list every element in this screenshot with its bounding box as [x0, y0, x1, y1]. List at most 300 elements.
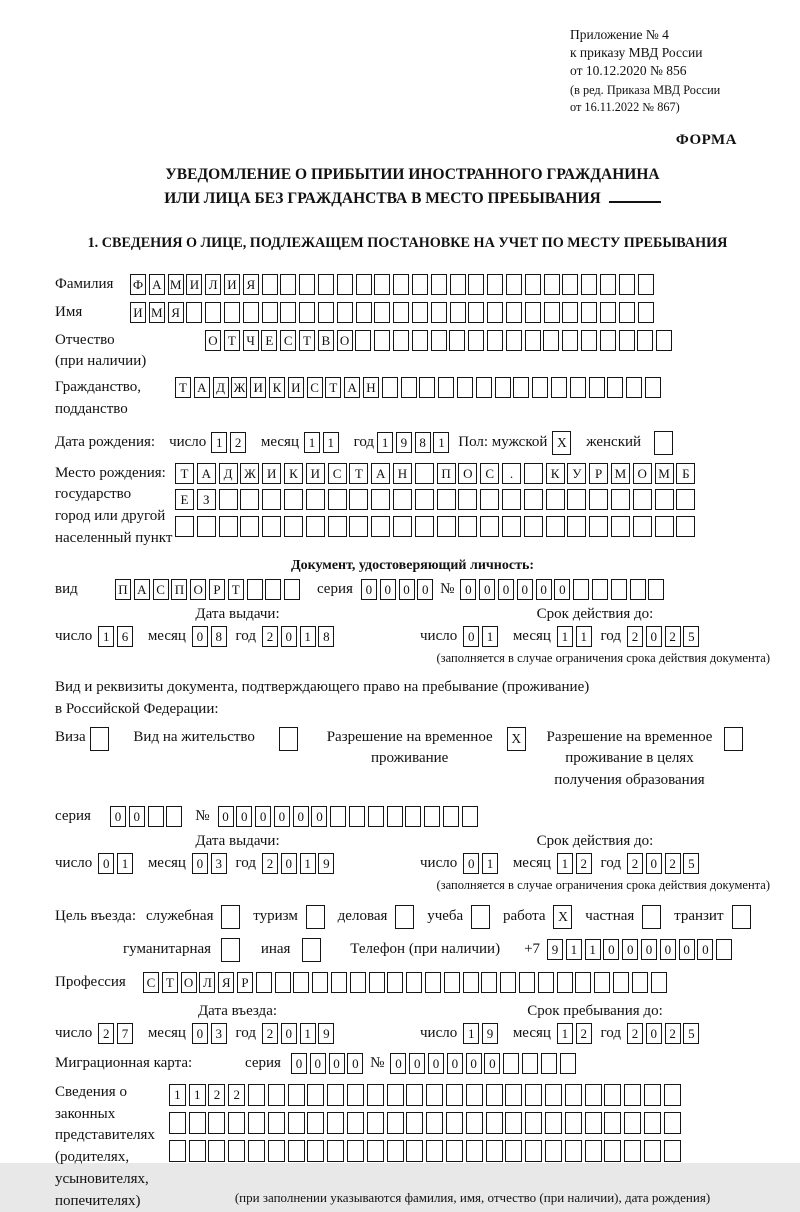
- char-cell: [468, 302, 484, 323]
- residence-permit-option: [133, 727, 300, 751]
- purpose-option-official: [146, 905, 243, 929]
- char-cell: 1: [557, 626, 573, 647]
- char-cell: Я: [243, 274, 259, 295]
- char-cell: [592, 579, 608, 600]
- char-cell: Ж: [240, 463, 259, 484]
- char-cell: И: [262, 463, 281, 484]
- char-cell: [262, 274, 278, 295]
- char-cell: [424, 806, 440, 827]
- char-cell: 2: [228, 1084, 245, 1106]
- char-cell: [288, 1140, 305, 1162]
- citizenship-cells: [175, 377, 664, 398]
- char-cell: [248, 1084, 265, 1106]
- char-cell: 6: [117, 626, 133, 647]
- char-cell: [604, 1140, 621, 1162]
- phone-prefix: +7: [524, 941, 541, 958]
- profession-label: Профессия: [55, 973, 126, 990]
- char-cell: [299, 302, 315, 323]
- char-cell: Н: [363, 377, 379, 398]
- char-cell: Ч: [243, 330, 259, 351]
- char-cell: [648, 579, 664, 600]
- visa-label: Виза: [55, 728, 86, 745]
- char-cell: 0: [417, 579, 433, 600]
- issue-day-cells: [98, 626, 136, 647]
- visit-purpose-label: Цель въезда:: [55, 908, 136, 925]
- char-cell: [463, 972, 479, 993]
- legal-reps-label-line2: законных: [55, 1105, 116, 1122]
- char-cell: [589, 516, 608, 537]
- purpose-transit-label: транзит: [674, 908, 724, 925]
- purpose-option-humanitarian: [123, 938, 243, 962]
- char-cell: Т: [228, 579, 244, 600]
- char-cell: 1: [117, 853, 133, 874]
- gender-male-label: Пол: мужской: [458, 434, 548, 451]
- char-cell: [505, 1112, 522, 1134]
- char-cell: X: [553, 905, 572, 929]
- char-cell: [645, 377, 661, 398]
- char-cell: [331, 972, 347, 993]
- patronymic-row: [55, 330, 770, 374]
- char-cell: 1: [566, 939, 582, 960]
- char-cell: [327, 1084, 344, 1106]
- title-line-1: УВЕДОМЛЕНИЕ О ПРИБЫТИИ ИНОСТРАННОГО ГРАЖДАНИНА: [165, 165, 660, 183]
- residence-doc-intro-1: Вид и реквизиты документа, подтверждающего право на пребывание (проживание): [55, 678, 590, 695]
- char-cell: [500, 972, 516, 993]
- doc-number-label: №: [440, 580, 455, 597]
- char-cell: [545, 1112, 562, 1134]
- char-cell: [546, 516, 565, 537]
- char-cell: 2: [262, 853, 278, 874]
- char-cell: [581, 302, 597, 323]
- char-cell: [148, 806, 164, 827]
- section1-heading: 1. СВЕДЕНИЯ О ЛИЦЕ, ПОДЛЕЖАЩЕМ ПОСТАНОВКЕ НА УЧЕТ ПО МЕСТУ ПРЕБЫВАНИЯ: [87, 234, 728, 251]
- char-cell: 0: [192, 1023, 208, 1044]
- char-cell: [186, 302, 202, 323]
- char-cell: [306, 489, 325, 510]
- permit-series-cells: [110, 806, 185, 827]
- char-cell: 5: [683, 1023, 699, 1044]
- citizenship-label: Гражданство,: [55, 379, 142, 396]
- char-cell: 0: [466, 1053, 482, 1074]
- char-cell: [565, 1084, 582, 1106]
- revision-line: (в ред. Приказа МВД России: [570, 83, 721, 98]
- residence-doc-series-row: [55, 806, 770, 827]
- char-cell: Т: [162, 972, 178, 993]
- char-cell: [632, 972, 648, 993]
- stay-date-headings: [55, 1003, 770, 1020]
- char-cell: [480, 516, 499, 537]
- identity-doc-note: (заполняется в случае ограничения срока действия документа): [436, 650, 770, 665]
- char-cell: 0: [110, 806, 126, 827]
- legal-reps-label-line4: (родителях,: [55, 1149, 130, 1166]
- char-cell: 1: [304, 432, 320, 453]
- char-cell: [268, 1112, 285, 1134]
- char-cell: 0: [236, 806, 252, 827]
- char-cell: [505, 1140, 522, 1162]
- char-cell: 0: [361, 579, 377, 600]
- char-cell: [611, 579, 627, 600]
- char-cell: 0: [622, 939, 638, 960]
- year-label: год: [235, 1024, 256, 1041]
- char-cell: [486, 1112, 503, 1134]
- identity-doc-date-headings: [55, 606, 770, 623]
- migration-number-label: №: [370, 1054, 385, 1071]
- char-cell: 2: [576, 853, 592, 874]
- char-cell: [458, 489, 477, 510]
- char-cell: 0: [498, 579, 514, 600]
- residence-permit-label: Вид на жительство: [133, 728, 255, 745]
- char-cell: Я: [168, 302, 184, 323]
- char-cell: 0: [98, 853, 114, 874]
- char-cell: [594, 972, 610, 993]
- char-cell: 1: [482, 626, 498, 647]
- purpose-business-label: деловая: [337, 908, 388, 925]
- char-cell: 1: [300, 626, 316, 647]
- char-cell: [169, 1140, 186, 1162]
- char-cell: 1: [557, 853, 573, 874]
- char-cell: [327, 1140, 344, 1162]
- stay-until-day-cells: [463, 1023, 501, 1044]
- char-cell: [546, 489, 565, 510]
- birth-place-label-state: государство: [55, 486, 132, 503]
- citizenship-row: [55, 377, 770, 421]
- char-cell: 2: [576, 1023, 592, 1044]
- purpose-humanitarian-checkbox: [221, 938, 243, 962]
- char-cell: [604, 1084, 621, 1106]
- char-cell: 2: [665, 853, 681, 874]
- char-cell: [356, 274, 372, 295]
- char-cell: И: [224, 274, 240, 295]
- char-cell: [524, 463, 543, 484]
- char-cell: [219, 489, 238, 510]
- char-cell: Т: [299, 330, 315, 351]
- edu-permit-label-line1: Разрешение на временное: [546, 728, 713, 745]
- entry-month-cells: [192, 1023, 230, 1044]
- char-cell: [575, 972, 591, 993]
- char-cell: А: [194, 377, 210, 398]
- residence-doc-dates: [55, 853, 770, 874]
- birth-place-label-city: город или другой: [55, 508, 166, 525]
- char-cell: [495, 377, 511, 398]
- char-cell: .: [502, 463, 521, 484]
- legal-reps-label-line1: Сведения о: [55, 1083, 127, 1100]
- permit-expiry-month-cells: [557, 853, 595, 874]
- char-cell: [327, 1112, 344, 1134]
- char-cell: [437, 516, 456, 537]
- char-cell: [624, 1084, 641, 1106]
- issue-date-heading: Дата выдачи:: [195, 832, 280, 849]
- char-cell: З: [197, 489, 216, 510]
- migration-series-cells: [291, 1053, 366, 1074]
- char-cell: [349, 516, 368, 537]
- char-cell: 0: [291, 1053, 307, 1074]
- char-cell: [369, 972, 385, 993]
- birth-place-cells-row3: [175, 516, 698, 537]
- purpose-option-private: [585, 905, 664, 929]
- char-cell: [637, 330, 653, 351]
- char-cell: 0: [192, 626, 208, 647]
- birth-place-cells-row2: [175, 489, 698, 510]
- char-cell: 2: [627, 1023, 643, 1044]
- char-cell: М: [149, 302, 165, 323]
- char-cell: [600, 274, 616, 295]
- char-cell: [633, 516, 652, 537]
- birth-year-label: год: [353, 434, 375, 451]
- char-cell: [284, 516, 303, 537]
- citizenship-sublabel: подданство: [55, 400, 128, 417]
- residence-doc-intro-2: в Российской Федерации:: [55, 701, 219, 718]
- char-cell: [299, 274, 315, 295]
- permit-expiry-year-cells: [627, 853, 702, 874]
- char-cell: [538, 972, 554, 993]
- stay-until-year-cells: [627, 1023, 702, 1044]
- char-cell: [607, 377, 623, 398]
- char-cell: [350, 972, 366, 993]
- char-cell: Д: [213, 377, 229, 398]
- char-cell: Д: [219, 463, 238, 484]
- char-cell: 0: [347, 1053, 363, 1074]
- char-cell: [349, 489, 368, 510]
- char-cell: [543, 330, 559, 351]
- char-cell: 0: [463, 626, 479, 647]
- residence-permit-options: [55, 727, 770, 792]
- char-cell: [262, 516, 281, 537]
- char-cell: [642, 905, 661, 929]
- char-cell: [545, 1140, 562, 1162]
- char-cell: А: [371, 463, 390, 484]
- month-label: месяц: [512, 854, 551, 871]
- char-cell: [487, 330, 503, 351]
- char-cell: [502, 516, 521, 537]
- purpose-business-checkbox: [395, 905, 417, 929]
- permit-issue-year-cells: [262, 853, 337, 874]
- residence-doc-note: (заполняется в случае ограничения срока действия документа): [436, 877, 770, 892]
- char-cell: [337, 302, 353, 323]
- char-cell: 0: [192, 853, 208, 874]
- expiry-month-cells: [557, 626, 595, 647]
- visa-checkbox: [90, 727, 112, 751]
- day-label: число: [420, 854, 458, 871]
- char-cell: [585, 1084, 602, 1106]
- char-cell: И: [186, 274, 202, 295]
- appendix-block: [570, 26, 770, 116]
- char-cell: [280, 274, 296, 295]
- char-cell: 9: [547, 939, 563, 960]
- char-cell: 5: [683, 853, 699, 874]
- char-cell: [412, 302, 428, 323]
- doc-type-cells: [115, 579, 303, 600]
- char-cell: 1: [463, 1023, 479, 1044]
- char-cell: 2: [208, 1084, 225, 1106]
- char-cell: О: [181, 972, 197, 993]
- char-cell: 0: [329, 1053, 345, 1074]
- char-cell: [337, 274, 353, 295]
- char-cell: [532, 377, 548, 398]
- char-cell: [205, 302, 221, 323]
- char-cell: [371, 489, 390, 510]
- char-cell: 0: [281, 626, 297, 647]
- char-cell: [197, 516, 216, 537]
- char-cell: [382, 377, 398, 398]
- char-cell: 0: [484, 1053, 500, 1074]
- char-cell: [208, 1112, 225, 1134]
- char-cell: [284, 489, 303, 510]
- purpose-work-checkbox: [553, 905, 575, 929]
- permit-number-cells: [218, 806, 481, 827]
- legal-reps-note: (при заполнении указываются фамилия, имя, отчество (при наличии), дата рождения): [234, 1190, 711, 1206]
- char-cell: 2: [230, 432, 246, 453]
- char-cell: [415, 516, 434, 537]
- char-cell: [457, 377, 473, 398]
- doc-type-label: вид: [55, 580, 78, 597]
- char-cell: [544, 274, 560, 295]
- char-cell: [573, 579, 589, 600]
- char-cell: [486, 1084, 503, 1106]
- char-cell: [393, 274, 409, 295]
- char-cell: [328, 516, 347, 537]
- identity-doc-heading: Документ, удостоверяющий личность:: [290, 557, 535, 573]
- char-cell: 0: [646, 626, 662, 647]
- migration-number-cells: [390, 1053, 578, 1074]
- char-cell: 7: [117, 1023, 133, 1044]
- char-cell: [664, 1084, 681, 1106]
- char-cell: [480, 489, 499, 510]
- doc-number-cells: [460, 579, 667, 600]
- char-cell: [611, 489, 630, 510]
- temp-permit-label-line2: проживание: [371, 750, 449, 767]
- char-cell: С: [143, 972, 159, 993]
- birth-place-cells-row1: [175, 463, 698, 484]
- char-cell: [279, 727, 298, 751]
- birth-month-cells: [304, 432, 342, 453]
- edu-permit-checkbox: [724, 727, 746, 751]
- char-cell: 0: [697, 939, 713, 960]
- char-cell: Н: [393, 463, 412, 484]
- stay-dates: [55, 1023, 770, 1044]
- char-cell: [619, 302, 635, 323]
- char-cell: [624, 1140, 641, 1162]
- char-cell: 0: [293, 806, 309, 827]
- char-cell: [544, 302, 560, 323]
- birth-place-block: [55, 463, 770, 550]
- char-cell: 1: [377, 432, 393, 453]
- doc-series-cells: [361, 579, 436, 600]
- char-cell: [393, 330, 409, 351]
- char-cell: [655, 516, 674, 537]
- char-cell: Р: [209, 579, 225, 600]
- legal-reps-cells-row3: [169, 1140, 684, 1162]
- char-cell: Ж: [231, 377, 247, 398]
- gender-female-label: женский: [586, 434, 642, 451]
- char-cell: [560, 1053, 576, 1074]
- char-cell: [506, 274, 522, 295]
- char-cell: [347, 1112, 364, 1134]
- revision-line: от 16.11.2022 № 867): [570, 100, 680, 115]
- char-cell: [644, 1084, 661, 1106]
- char-cell: Т: [224, 330, 240, 351]
- char-cell: [604, 1112, 621, 1134]
- purpose-tourism-checkbox: [306, 905, 328, 929]
- birth-day-label: число: [169, 434, 207, 451]
- char-cell: 0: [255, 806, 271, 827]
- char-cell: [450, 302, 466, 323]
- char-cell: Л: [205, 274, 221, 295]
- char-cell: [415, 489, 434, 510]
- char-cell: В: [318, 330, 334, 351]
- char-cell: [449, 330, 465, 351]
- char-cell: 0: [281, 1023, 297, 1044]
- permit-number-label: №: [195, 807, 210, 824]
- char-cell: [487, 274, 503, 295]
- day-label: число: [55, 854, 93, 871]
- char-cell: [525, 1084, 542, 1106]
- char-cell: [371, 516, 390, 537]
- char-cell: [446, 1140, 463, 1162]
- char-cell: 0: [646, 1023, 662, 1044]
- char-cell: 0: [218, 806, 234, 827]
- char-cell: [356, 302, 372, 323]
- char-cell: М: [168, 274, 184, 295]
- char-cell: 1: [585, 939, 601, 960]
- char-cell: [581, 330, 597, 351]
- day-label: число: [55, 1024, 93, 1041]
- char-cell: И: [288, 377, 304, 398]
- char-cell: 0: [311, 806, 327, 827]
- phone-cells: [547, 939, 735, 960]
- expiry-year-cells: [627, 626, 702, 647]
- char-cell: 1: [433, 432, 449, 453]
- char-cell: [589, 377, 605, 398]
- char-cell: [502, 489, 521, 510]
- char-cell: 0: [463, 853, 479, 874]
- legal-reps-label-line6: попечителях): [55, 1192, 141, 1209]
- char-cell: [506, 302, 522, 323]
- legal-reps-cells-row1: [169, 1084, 684, 1106]
- char-cell: [656, 330, 672, 351]
- char-cell: [347, 1140, 364, 1162]
- char-cell: Р: [589, 463, 608, 484]
- permit-expiry-day-cells: [463, 853, 501, 874]
- char-cell: [312, 972, 328, 993]
- char-cell: С: [280, 330, 296, 351]
- char-cell: [401, 377, 417, 398]
- purpose-study-checkbox: [471, 905, 493, 929]
- char-cell: У: [567, 463, 586, 484]
- char-cell: 0: [554, 579, 570, 600]
- char-cell: [581, 274, 597, 295]
- char-cell: [431, 302, 447, 323]
- temp-permit-option: [327, 727, 529, 771]
- char-cell: [268, 1140, 285, 1162]
- char-cell: 0: [646, 853, 662, 874]
- birth-day-cells: [211, 432, 249, 453]
- appendix-line: Приложение № 4: [570, 27, 669, 42]
- year-label: год: [235, 627, 256, 644]
- char-cell: [446, 1112, 463, 1134]
- char-cell: [293, 972, 309, 993]
- profession-cells: [143, 972, 669, 993]
- char-cell: Л: [199, 972, 215, 993]
- birth-place-label-settlement: населенный пункт: [55, 529, 173, 546]
- char-cell: [481, 972, 497, 993]
- char-cell: О: [205, 330, 221, 351]
- phone-label: Телефон (при наличии): [350, 941, 501, 958]
- char-cell: [450, 274, 466, 295]
- char-cell: [522, 1053, 538, 1074]
- char-cell: [486, 1140, 503, 1162]
- char-cell: [589, 489, 608, 510]
- purpose-official-label: служебная: [145, 908, 214, 925]
